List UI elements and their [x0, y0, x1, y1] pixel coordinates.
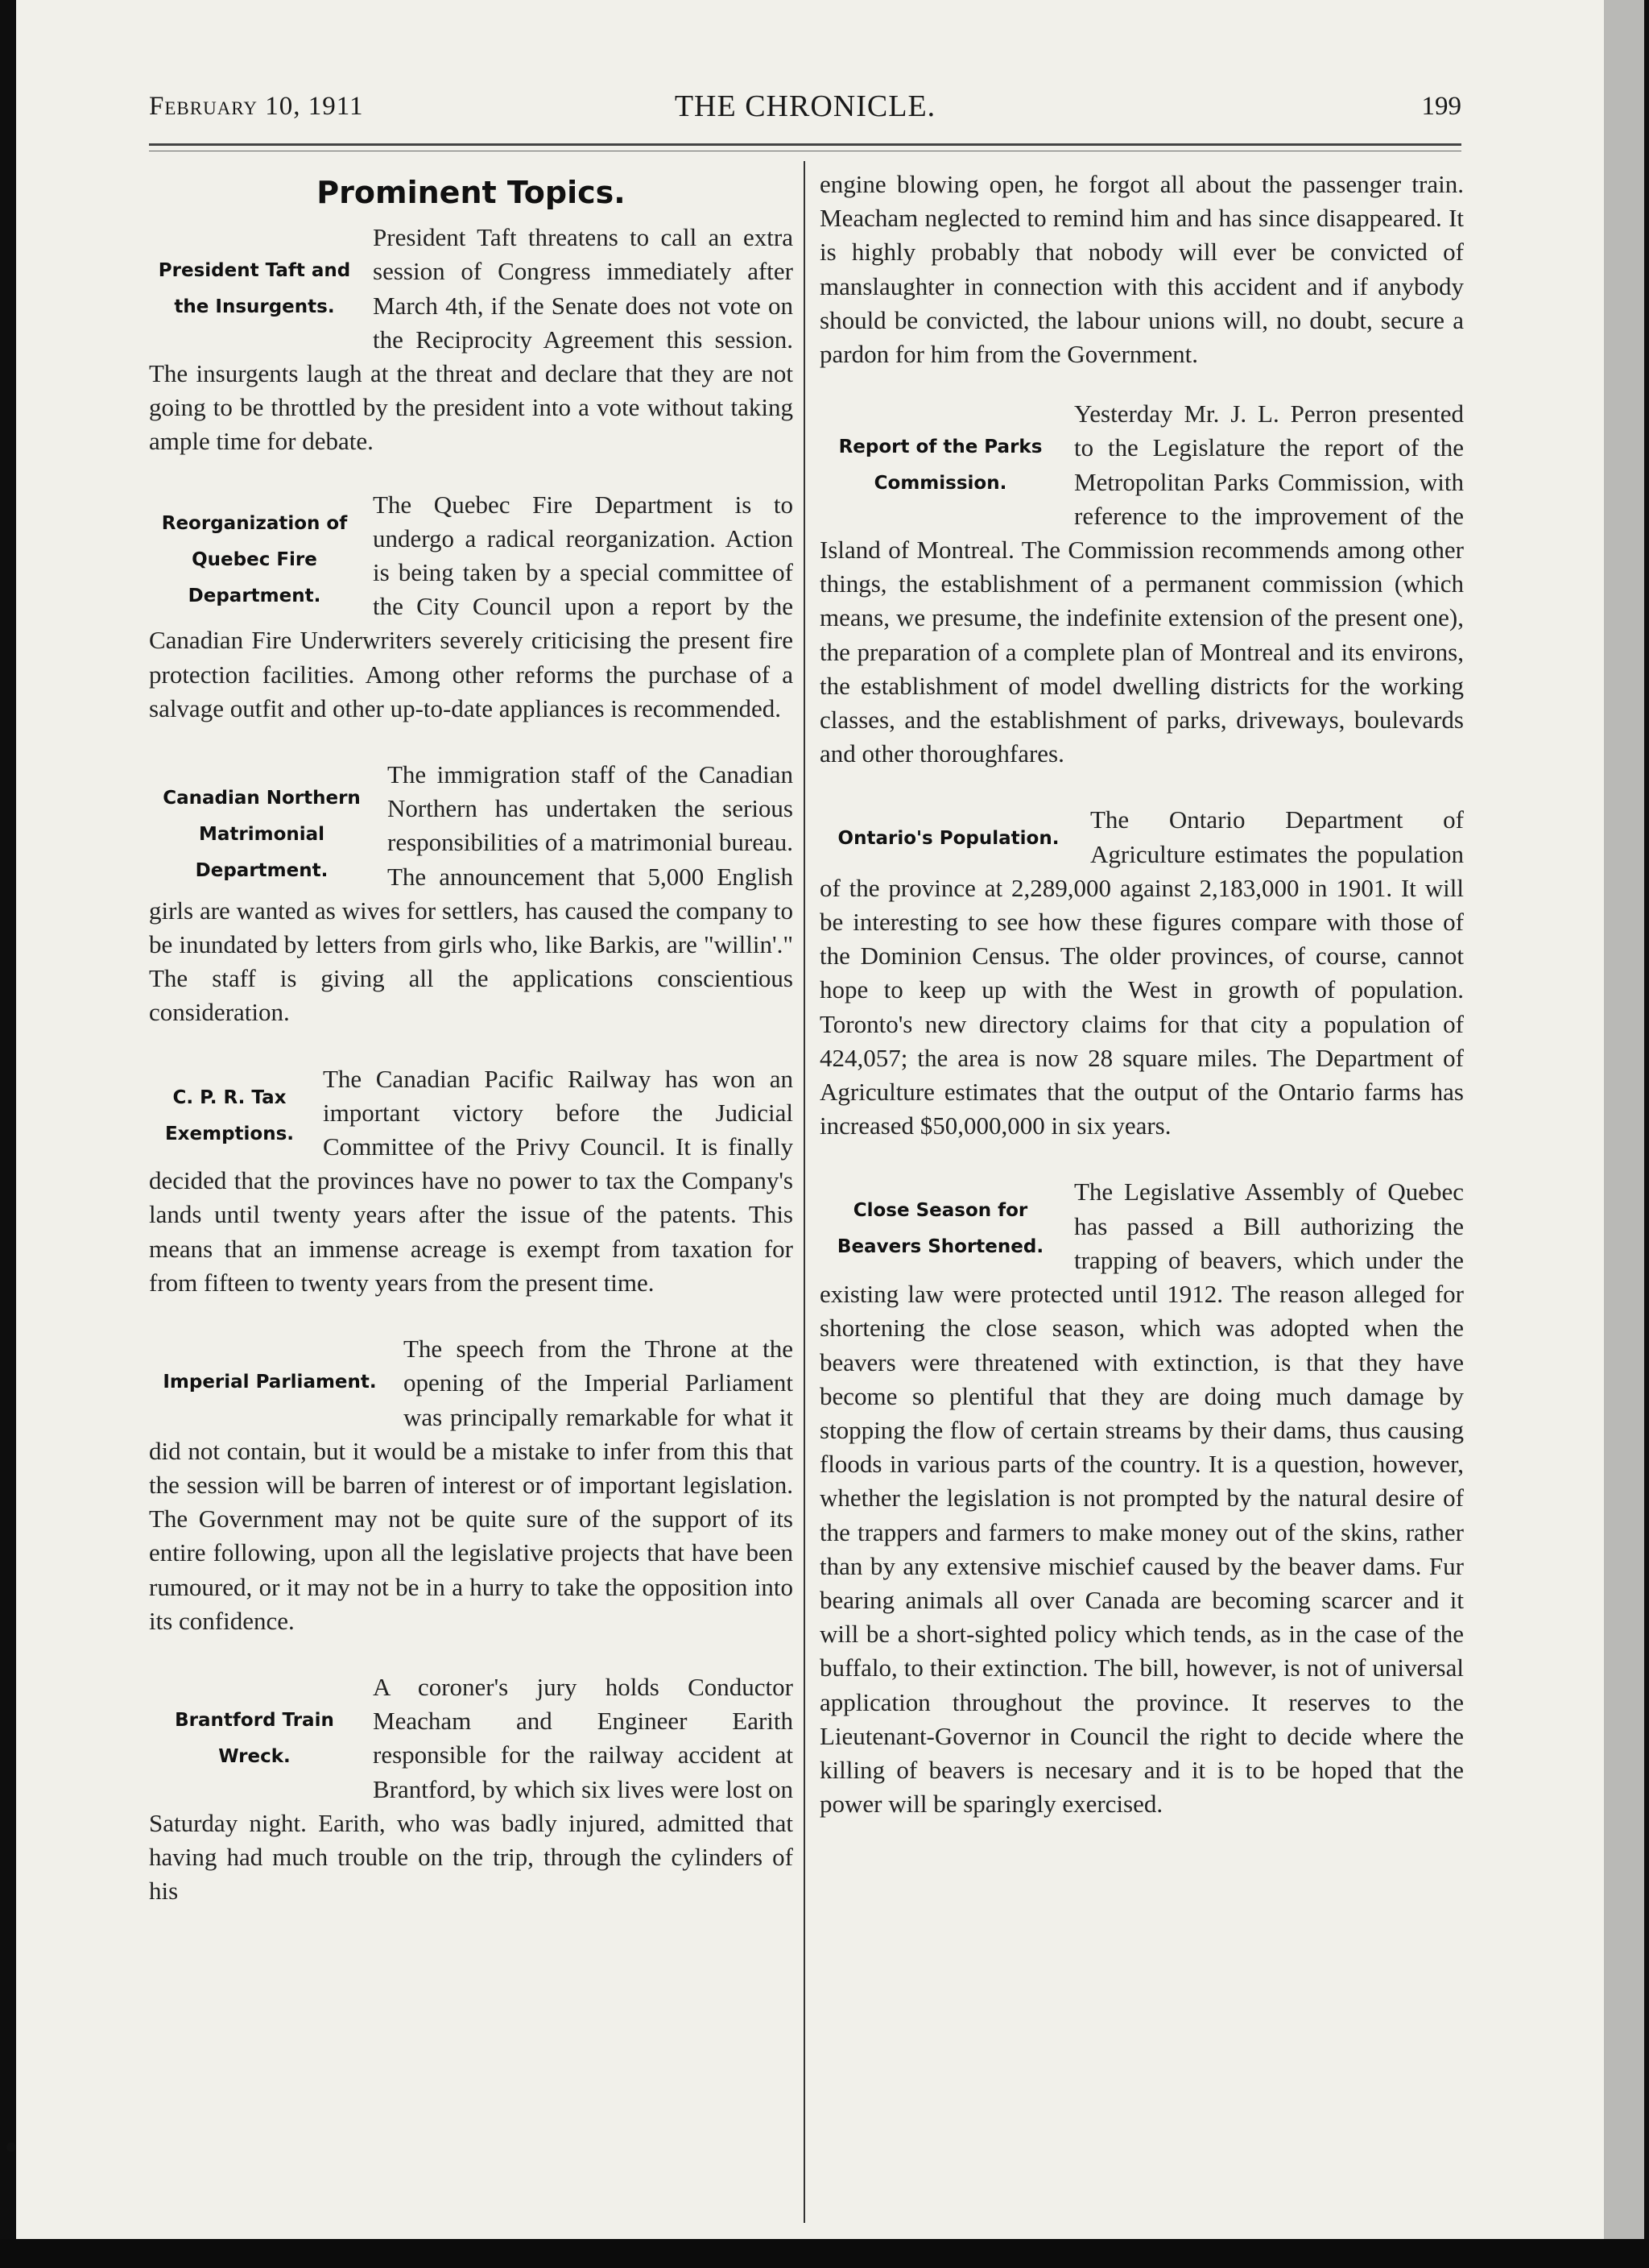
topic-sidehead: Close Season for Beavers Shortened. [837, 1200, 1044, 1258]
topic-article [149, 1062, 793, 1300]
topic-sidehead: Reorganization of Quebec Fire Department. [161, 512, 348, 606]
page-header [149, 87, 1461, 135]
topic-article [820, 1175, 1464, 1821]
topic-sidehead: Canadian Northern Matrimonial Department. [163, 788, 361, 882]
topic-sidehead: Ontario's Population. [837, 828, 1060, 850]
topic-text: The Legislative Assembly of Quebec has passed a Bill authorizing the trapping of beavers, which under the existing law were protected until 1912. The reason alleged for shortening the close season, which was adopted when the beavers were threatened with extinction, is that they have become so plentiful that they are doing much damage by stopping the flow of certain streams by their dams, thus causing floods in various parts of the country. It is a question, however, whether the legislation is not prompted by the natural desire of the trappers and farmers to make money out of the skins, rather than by any extensive mischief caused by the beaver dams. Fur bearing animals all over Canada are becoming scarcer and it will be a short-sighted policy which tends, as in the case of the buffalo, to their extinction. The bill, however, is not of universal application throughout the province. It reserves to the Lieutenant-Governor in Council the right to decide where the killing of beavers is necesary and it is to be hoped that the power will be sparingly exercised. [820, 1177, 1464, 1819]
topic-article [820, 397, 1464, 771]
section-heading: Prominent Topics. [316, 175, 626, 210]
publication-title: THE CHRONICLE. [674, 89, 936, 123]
header-rule [149, 143, 1461, 151]
left-column [149, 168, 793, 1908]
topic-article [149, 758, 793, 1030]
topic-sidehead: C. P. R. Tax Exemptions. [164, 1086, 295, 1144]
topic-sidehead: President Taft and the Insurgents. [158, 260, 351, 318]
topic-sidehead: Report of the Parks Commission. [838, 437, 1043, 495]
topic-text: The immigration staff of the Canadian Northern has undertaken the serious responsibilities of a matrimonial bureau. The announcement that 5,000 English girls are wanted as wives for settlers, has caused the company to be inundated by letters from girls who, like Barkis, are "willin'." The staff is giving all the applications conscientious consideration. [149, 760, 793, 1027]
column-divider [804, 161, 805, 2223]
topic-article [149, 488, 793, 726]
topic-text: The Canadian Pacific Railway has won an important victory before the Judicial Committee of the Privy Council. It is finally decided that the provinces have no power to tax the Company's lands until twenty years after the issue of the patents. This means that an immense acreage is exempt from taxation for from fifteen to twenty years from the present time. [149, 1064, 793, 1297]
continued-text: engine blowing open, he forgot all about the passenger train. Meacham neglected to remind him and has since disappeared. It is highly probably that nobody will ever be convicted of manslaughter in connection with this accident and if anybody should be convicted, the labour unions will, no doubt, secure a pardon for him from the Government. [820, 170, 1464, 369]
topic-article [820, 803, 1464, 1143]
topic-text: The speech from the Throne at the opening of the Imperial Parliament was principally remarkable for what it did not contain, but it would be a mistake to infer from this that the session will be barren of interest or of important legislation. The Government may not be quite sure of the support of its entire following, upon all the legislative projects that have been rumoured, or it may not be in a hurry to take the opposition into its confidence. [149, 1335, 793, 1635]
topic-text: The Ontario Department of Agriculture estimates the population of the province at 2,289,000 against 2,183,000 in 1901. It will be interesting to see how these figures compare with those of the Dominion Census. The older provinces, of course, cannot hope to keep up with the West in growth of population. Toronto's new directory claims for that city a population of 424,057; the area is now 28 square miles. The Department of Agriculture estimates that the output of the Ontario farms has increased $50,000,000 in six years. [820, 805, 1464, 1140]
topic-text: Yesterday Mr. J. L. Perron presented to the Legislature the report of the Metropolitan Parks Commission, with reference to the improvement of the Island of Montreal. The Commission recommends among other things, the establishment of a permanent commission (which means, we presume, the indefinite extension of the present one), the preparation of a complete plan of Montreal and its environs, the establishment of model dwelling districts for the working classes, and the establishment of parks, driveways, boulevards and other thoroughfares. [820, 399, 1464, 768]
topic-text: A coroner's jury holds Conductor Meacham and Engineer Earith responsible for the railway accident at Brantford, by which six lives were lost on Saturday night. Earith, who was badly injured, admitted that having had much trouble on the trip, through the cylinders of his [149, 1672, 793, 1906]
issue-date: February 10, 1911 [149, 92, 364, 121]
topic-text: President Taft threatens to call an extra session of Congress immediately after March 4th, if the Senate does not vote on the Reciprocity Agreement this session. The insurgents laugh at the threat and declare that they are not going to be throttled by the president into a vote without taking ample time for debate. [149, 223, 793, 456]
page-number: 199 [1421, 92, 1461, 121]
topic-article [149, 1332, 793, 1638]
topic-article [149, 1670, 793, 1908]
ink-spot [6, 2142, 16, 2152]
scan-border [0, 2239, 1649, 2268]
topic-sidehead: Brantford Train Wreck. [175, 1709, 334, 1767]
topic-text: The Quebec Fire Department is to undergo a radical reorganization. Action is being taken by a special committee of the City Council upon a report by the Canadian Fire Underwriters severely criticising the present fire protection facilities. Among other reforms the purchase of a salvage outfit and other up-to-date appliances is recommended. [149, 490, 793, 722]
topic-article [149, 221, 793, 458]
topic-sidehead: Imperial Parliament. [163, 1372, 377, 1393]
page-edge [1604, 0, 1644, 2239]
right-column [820, 168, 1464, 1821]
